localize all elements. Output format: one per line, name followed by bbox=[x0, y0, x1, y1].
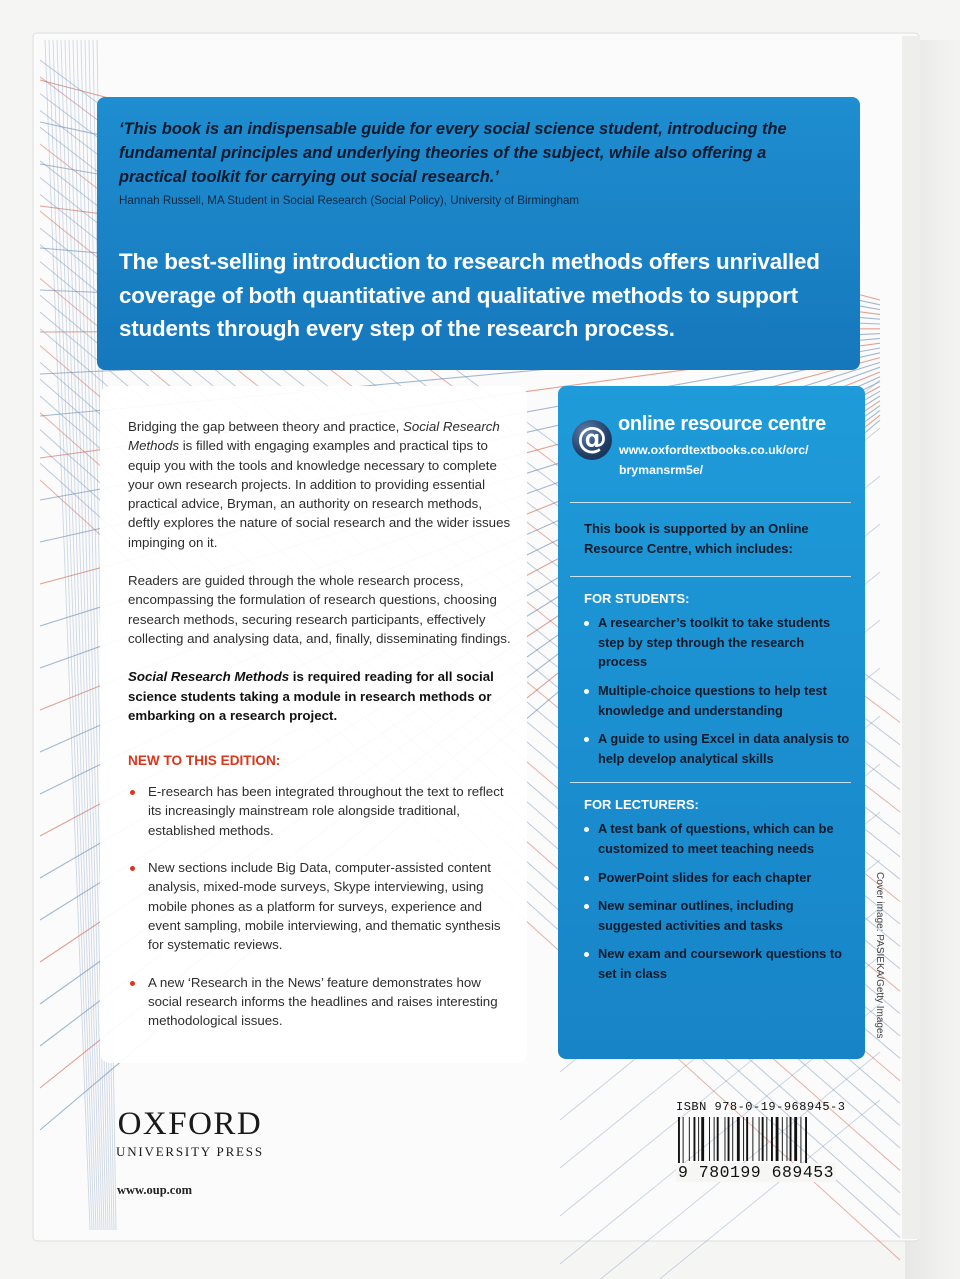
barcode-bar bbox=[790, 1117, 792, 1161]
barcode-digits: 9 780199 689453 bbox=[678, 1163, 835, 1182]
lecturers-list bbox=[584, 819, 851, 983]
publisher-name: OXFORD bbox=[117, 1106, 263, 1142]
book-title-ref: Social Research Methods bbox=[128, 669, 290, 685]
barcode bbox=[676, 1117, 826, 1165]
list-item-text: New sections include Big Data, computer-assisted content analysis, mixed-mode surveys, Skype interviewing, using mobile phones as a platform for surveys, experience and event sampling, mobile interviewing, and thematic synthesis for systematic reviews. bbox=[148, 860, 501, 953]
barcode-bar bbox=[689, 1117, 690, 1161]
description-paragraph bbox=[128, 417, 513, 552]
barcode-bar bbox=[701, 1117, 704, 1161]
bullet-icon bbox=[584, 952, 589, 957]
divider bbox=[570, 576, 851, 577]
cover-image-credit: Cover image: PASIEKA/Getty Images bbox=[874, 872, 885, 1039]
lecturers-heading: FOR LECTURERS: bbox=[584, 797, 699, 813]
list-item bbox=[128, 973, 513, 1031]
online-resource-centre-panel bbox=[558, 386, 865, 1059]
bullet-icon bbox=[130, 981, 135, 986]
para-text: is required reading for all social science students taking a module in research methods or embarking on a research project. bbox=[128, 669, 494, 723]
list-item-text: New seminar outlines, including suggested activities and tasks bbox=[598, 898, 794, 933]
list-item bbox=[128, 782, 513, 840]
at-sign-icon: @ bbox=[572, 420, 612, 460]
list-item bbox=[128, 858, 513, 954]
orc-url: www.oxfordtextbooks.co.uk/orc/ brymansrm5e/ bbox=[619, 443, 809, 477]
barcode-bar bbox=[794, 1117, 797, 1161]
list-item bbox=[584, 681, 851, 720]
description-paragraph-required bbox=[128, 667, 513, 725]
students-heading: FOR STUDENTS: bbox=[584, 591, 690, 607]
publisher-website: www.oup.com bbox=[117, 1183, 193, 1197]
grid-line bbox=[45, 40, 90, 1230]
barcode-bar bbox=[787, 1117, 788, 1161]
barcode-bar bbox=[678, 1117, 680, 1165]
bullet-icon bbox=[584, 876, 589, 881]
orc-title: online resource centre bbox=[618, 413, 826, 435]
divider bbox=[570, 502, 851, 503]
barcode-bar bbox=[694, 1117, 696, 1161]
bullet-icon bbox=[584, 904, 589, 909]
list-item-text: A researcher’s toolkit to take students step by step through the research process bbox=[598, 615, 831, 670]
isbn-label: ISBN 978-0-19-968945-3 bbox=[676, 1100, 846, 1114]
barcode-bar bbox=[725, 1117, 726, 1161]
bullet-icon bbox=[584, 827, 589, 832]
list-item-text: PowerPoint slides for each chapter bbox=[598, 869, 812, 885]
publisher-logo bbox=[116, 1107, 264, 1160]
list-item bbox=[584, 868, 851, 888]
para-text: In addition to providing essential practical advice, Bryman, an authority on research methods, deftly explores the nature of social research and the wider issues impinging on it. bbox=[128, 476, 511, 550]
list-item-text: E-research has been integrated throughout the text to reflect its increasingly mainstream role alongside traditional, established methods. bbox=[148, 784, 504, 838]
new-edition-heading: NEW TO THIS EDITION: bbox=[128, 753, 281, 769]
list-item-text: New exam and coursework questions to set in class bbox=[598, 946, 842, 981]
list-item-text: A test bank of questions, which can be customized to meet teaching needs bbox=[598, 821, 834, 856]
headline-blurb: The best-selling introduction to research methods offers unrivalled coverage of both quantitative and qualitative methods to support students through every step of the research process. bbox=[119, 249, 820, 341]
students-list bbox=[584, 613, 851, 768]
list-item bbox=[584, 944, 851, 983]
barcode-bar bbox=[752, 1117, 753, 1161]
barcode-bar bbox=[746, 1117, 748, 1161]
grid-line bbox=[57, 40, 96, 1230]
list-item-text: A guide to using Excel in data analysis to help develop analytical skills bbox=[598, 731, 850, 766]
barcode-bar bbox=[771, 1117, 773, 1161]
review-quote: ‘This book is an indispensable guide for every social science student, introducing the fundamental principles and underlying theories of the subject, while also offering a practical toolkit for carrying out social research.’ bbox=[119, 120, 787, 186]
list-item-text: A new ‘Research in the News’ feature demonstrates how social research informs the headlines and raises interesting methodological issues. bbox=[148, 974, 498, 1029]
para-text: Bridging the gap between theory and practice, bbox=[128, 419, 403, 434]
book-title-ref: Social Research Methods bbox=[128, 419, 500, 454]
bullet-icon bbox=[130, 866, 135, 871]
para-text: is filled with engaging examples and practical tips to equip you with the tools and knowledge necessary to complete your own research projects. bbox=[128, 438, 497, 492]
barcode-bar bbox=[776, 1117, 779, 1161]
barcode-bar bbox=[714, 1117, 715, 1161]
bullet-icon bbox=[584, 621, 589, 626]
barcode-bar bbox=[766, 1117, 767, 1161]
list-item bbox=[584, 729, 851, 768]
barcode-bar bbox=[732, 1117, 733, 1161]
list-item-text: Multiple-choice questions to help test knowledge and understanding bbox=[598, 682, 827, 718]
barcode-bar bbox=[743, 1117, 744, 1161]
barcode-bar bbox=[698, 1117, 699, 1161]
orc-header bbox=[570, 408, 851, 488]
barcode-bar bbox=[759, 1117, 760, 1161]
bullet-icon bbox=[584, 737, 589, 742]
orc-intro: This book is supported by an Online Resource Centre, which includes: bbox=[584, 521, 809, 556]
divider bbox=[570, 782, 851, 783]
list-item bbox=[584, 613, 851, 672]
barcode-bar bbox=[717, 1117, 719, 1161]
barcode-bar bbox=[683, 1117, 684, 1165]
publisher-subtitle: UNIVERSITY PRESS bbox=[116, 1144, 264, 1159]
barcode-bar bbox=[782, 1117, 783, 1161]
bullet-icon bbox=[584, 689, 589, 694]
barcode-bar bbox=[800, 1117, 801, 1165]
list-item bbox=[584, 896, 851, 935]
barcode-bar bbox=[737, 1117, 740, 1161]
bullet-icon bbox=[130, 790, 135, 795]
description-panel bbox=[100, 386, 527, 1063]
barcode-bar bbox=[709, 1117, 710, 1161]
barcode-bar bbox=[762, 1117, 764, 1161]
list-item bbox=[584, 819, 851, 858]
quote-panel bbox=[97, 97, 860, 370]
barcode-bar bbox=[805, 1117, 807, 1165]
description-paragraph: Readers are guided through the whole research process, encompassing the formulation of research questions, choosing research methods, securing research participants, effectively collecting and analysing data, and, finally, disseminating findings. bbox=[128, 573, 511, 646]
quote-attribution: Hannah Russell, MA Student in Social Research (Social Policy), University of Birmingham bbox=[119, 194, 580, 207]
barcode-bar bbox=[728, 1117, 730, 1161]
new-edition-list bbox=[128, 782, 513, 1030]
